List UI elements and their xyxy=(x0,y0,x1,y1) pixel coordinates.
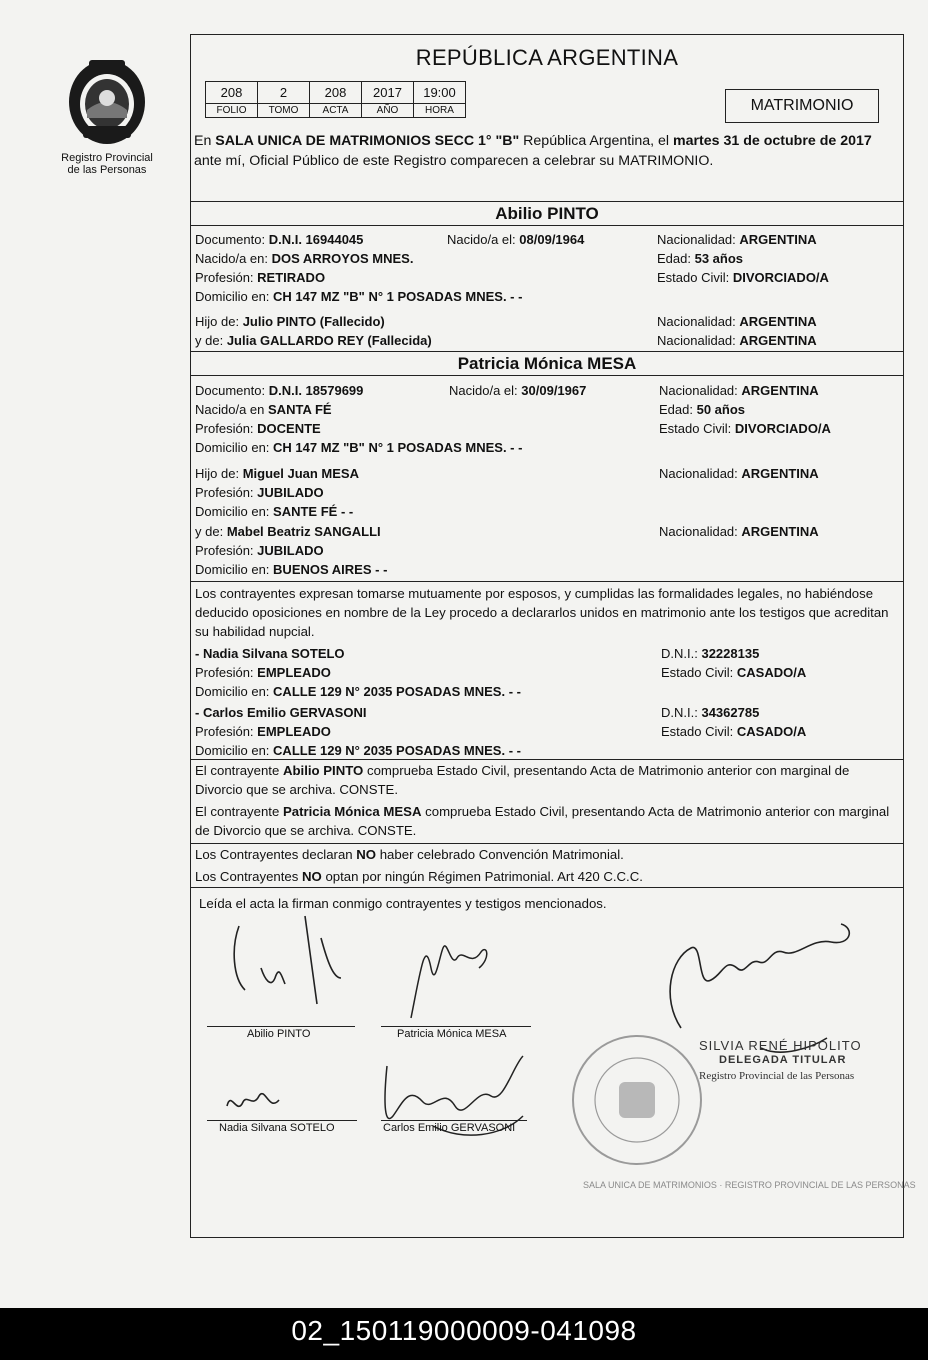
spouse1-edad: Edad: 53 años xyxy=(657,251,744,266)
official-seal-legend: SALA UNICA DE MATRIMONIOS · REGISTRO PROVINCIAL DE LAS PERSONAS xyxy=(583,1180,916,1190)
registry-folio-value: 208 xyxy=(206,82,258,104)
certificate-frame xyxy=(190,34,916,1238)
declaration-text: Los contrayentes expresan tomarse mutuamente por esposos, y cumplidas las formalidades legales, no habiéndose deducido oposiciones en nombre de la Ley procedo a declararlos unidos en matrimonio ante los testigos que acreditan su habilidad nupcial. xyxy=(195,586,889,639)
spouse1-nacido-en: Nacido/a en: DOS ARROYOS MNES. xyxy=(195,251,414,266)
spouse1-nacionalidad: Nacionalidad: ARGENTINA xyxy=(657,232,817,247)
witness2-name: - Carlos Emilio GERVASONI xyxy=(195,705,367,720)
registry-folio-label: FOLIO xyxy=(206,104,258,118)
registry-caption xyxy=(52,152,162,176)
witness2-dni: D.N.I.: 34362785 xyxy=(661,705,760,720)
registry-ano-value: 2017 xyxy=(362,82,414,104)
convention-line2: Los Contrayentes NO optan por ningún Régimen Patrimonial. Art 420 C.C.C. xyxy=(195,869,643,884)
official-stamp-line3: Registro Provincial de las Personas xyxy=(699,1070,855,1082)
registry-acta-label: ACTA xyxy=(310,104,362,118)
spouse1-estado: Estado Civil: DIVORCIADO/A xyxy=(657,270,829,285)
note2: El contrayente Patricia Mónica MESA comprueba Estado Civil, presentando Acta de Matrimonio anterior con marginal de Divorcio que se archiva. CONSTE. xyxy=(195,804,890,838)
spouse2-madre-domicilio: Domicilio en: BUENOS AIRES - - xyxy=(195,562,388,577)
registry-logo xyxy=(52,54,162,176)
act-type-box: MATRIMONIO xyxy=(725,89,879,123)
signatures-intro: Leída el acta la firman conmigo contrayentes y testigos mencionados. xyxy=(199,896,607,911)
witness1-dni: D.N.I.: 32228135 xyxy=(661,646,760,661)
spouse1-padre-nacionalidad: Nacionalidad: ARGENTINA xyxy=(657,314,817,329)
registry-tomo-label: TOMO xyxy=(258,104,310,118)
witness1-profesion: Profesión: EMPLEADO xyxy=(195,665,331,680)
spouse1-profesion: Profesión: RETIRADO xyxy=(195,270,326,285)
document-title: REPÚBLICA ARGENTINA xyxy=(415,45,679,70)
spouse2-name: Patricia Mónica MESA xyxy=(191,352,903,376)
witness2-profesion: Profesión: EMPLEADO xyxy=(195,724,331,739)
spouse2-padre-nacionalidad: Nacionalidad: ARGENTINA xyxy=(659,466,819,481)
signature-caption-1: Abilio PINTO xyxy=(247,1028,311,1040)
registry-acta-value: 208 xyxy=(310,82,362,104)
signature-caption-4: Carlos Emilio GERVASONI xyxy=(383,1122,516,1134)
spouse1-madre-nacionalidad: Nacionalidad: ARGENTINA xyxy=(657,333,817,348)
declaration-section xyxy=(191,581,903,757)
registry-tomo-value: 2 xyxy=(258,82,310,104)
notes-section xyxy=(191,759,903,843)
spouse2-edad: Edad: 50 años xyxy=(659,402,746,417)
misiones-coat-of-arms-icon xyxy=(61,54,153,146)
spouse2-madre-nacionalidad: Nacionalidad: ARGENTINA xyxy=(659,524,819,539)
spouse1-domicilio: Domicilio en: CH 147 MZ "B" N° 1 POSADAS MNES. - - xyxy=(195,289,523,304)
convention-line1: Los Contrayentes declaran NO haber celebrado Convención Matrimonial. xyxy=(195,847,624,862)
registry-caption-line2: de las Personas xyxy=(67,164,147,176)
signature-line-4 xyxy=(381,1120,527,1121)
convention-section xyxy=(191,843,903,887)
signatures-section xyxy=(191,887,916,1237)
spouse2-nacido-el: Nacido/a el: 30/09/1967 xyxy=(449,383,587,398)
spouse2-documento: Documento: D.N.I. 18579699 xyxy=(195,383,364,398)
signature-caption-2: Patricia Mónica MESA xyxy=(397,1028,507,1040)
official-stamp-line2: DELEGADA TITULAR xyxy=(719,1054,847,1066)
spouse1-padre: Hijo de: Julio PINTO (Fallecido) xyxy=(195,314,385,329)
signature-line-3 xyxy=(207,1120,357,1121)
witness1-name: - Nadia Silvana SOTELO xyxy=(195,646,345,661)
official-stamp-line1: SILVIA RENÉ HIPOLITO xyxy=(699,1038,862,1053)
spouse2-madre-profesion: Profesión: JUBILADO xyxy=(195,543,324,558)
spouse1-madre: y de: Julia GALLARDO REY (Fallecida) xyxy=(195,333,432,348)
witness2-estado: Estado Civil: CASADO/A xyxy=(661,724,807,739)
registry-hora-label: HORA xyxy=(414,104,466,118)
registry-table xyxy=(205,81,466,118)
registry-ano-label: AÑO xyxy=(362,104,414,118)
spouse2-domicilio: Domicilio en: CH 147 MZ "B" N° 1 POSADAS MNES. - - xyxy=(195,440,523,455)
registry-hora-value: 19:00 xyxy=(414,82,466,104)
signature-line-2 xyxy=(381,1026,531,1027)
signature-patricia-mesa xyxy=(391,928,501,1028)
signature-line-1 xyxy=(207,1026,355,1027)
spouse1-documento: Documento: D.N.I. 16944045 xyxy=(195,232,364,247)
spouse2-padre-profesion: Profesión: JUBILADO xyxy=(195,485,324,500)
spouse2-madre: y de: Mabel Beatriz SANGALLI xyxy=(195,524,381,539)
witness1-estado: Estado Civil: CASADO/A xyxy=(661,665,807,680)
witness2-domicilio: Domicilio en: CALLE 129 N° 2035 POSADAS MNES. - - xyxy=(195,743,521,758)
spouse2-nacido-en: Nacido/a en SANTA FÉ xyxy=(195,402,332,417)
footer-barcode-text: 02_150119000009-041098 xyxy=(0,1308,928,1360)
witness1-domicilio: Domicilio en: CALLE 129 N° 2035 POSADAS MNES. - - xyxy=(195,684,521,699)
spouse1-nacido-el: Nacido/a el: 08/09/1964 xyxy=(447,232,585,247)
spouse2-padre: Hijo de: Miguel Juan MESA xyxy=(195,466,359,481)
spouse2-padre-domicilio: Domicilio en: SANTE FÉ - - xyxy=(195,504,354,519)
spouse2-nacionalidad: Nacionalidad: ARGENTINA xyxy=(659,383,819,398)
registry-caption-line1: Registro Provincial xyxy=(61,152,153,164)
spouse1-name: Abilio PINTO xyxy=(191,202,903,226)
spouse1-section xyxy=(191,201,903,349)
signature-caption-3: Nadia Silvana SOTELO xyxy=(219,1122,335,1134)
signature-nadia-sotelo xyxy=(221,1076,311,1126)
signature-abilio-pinto xyxy=(221,908,361,1008)
intro-text: En SALA UNICA DE MATRIMONIOS SECC 1° "B" República Argentina, el martes 31 de octubre de 2017 ante mí, Oficial Público de este Registro comparecen a celebrar su MATRIMONIO. xyxy=(194,133,872,169)
spouse2-estado: Estado Civil: DIVORCIADO/A xyxy=(659,421,831,436)
intro-section xyxy=(191,131,903,171)
spouse2-section xyxy=(191,351,903,581)
note1: El contrayente Abilio PINTO comprueba Estado Civil, presentando Acta de Matrimonio anterior con marginal de Divorcio que se archiva. CONSTE. xyxy=(195,763,850,797)
spouse2-profesion: Profesión: DOCENTE xyxy=(195,421,321,436)
